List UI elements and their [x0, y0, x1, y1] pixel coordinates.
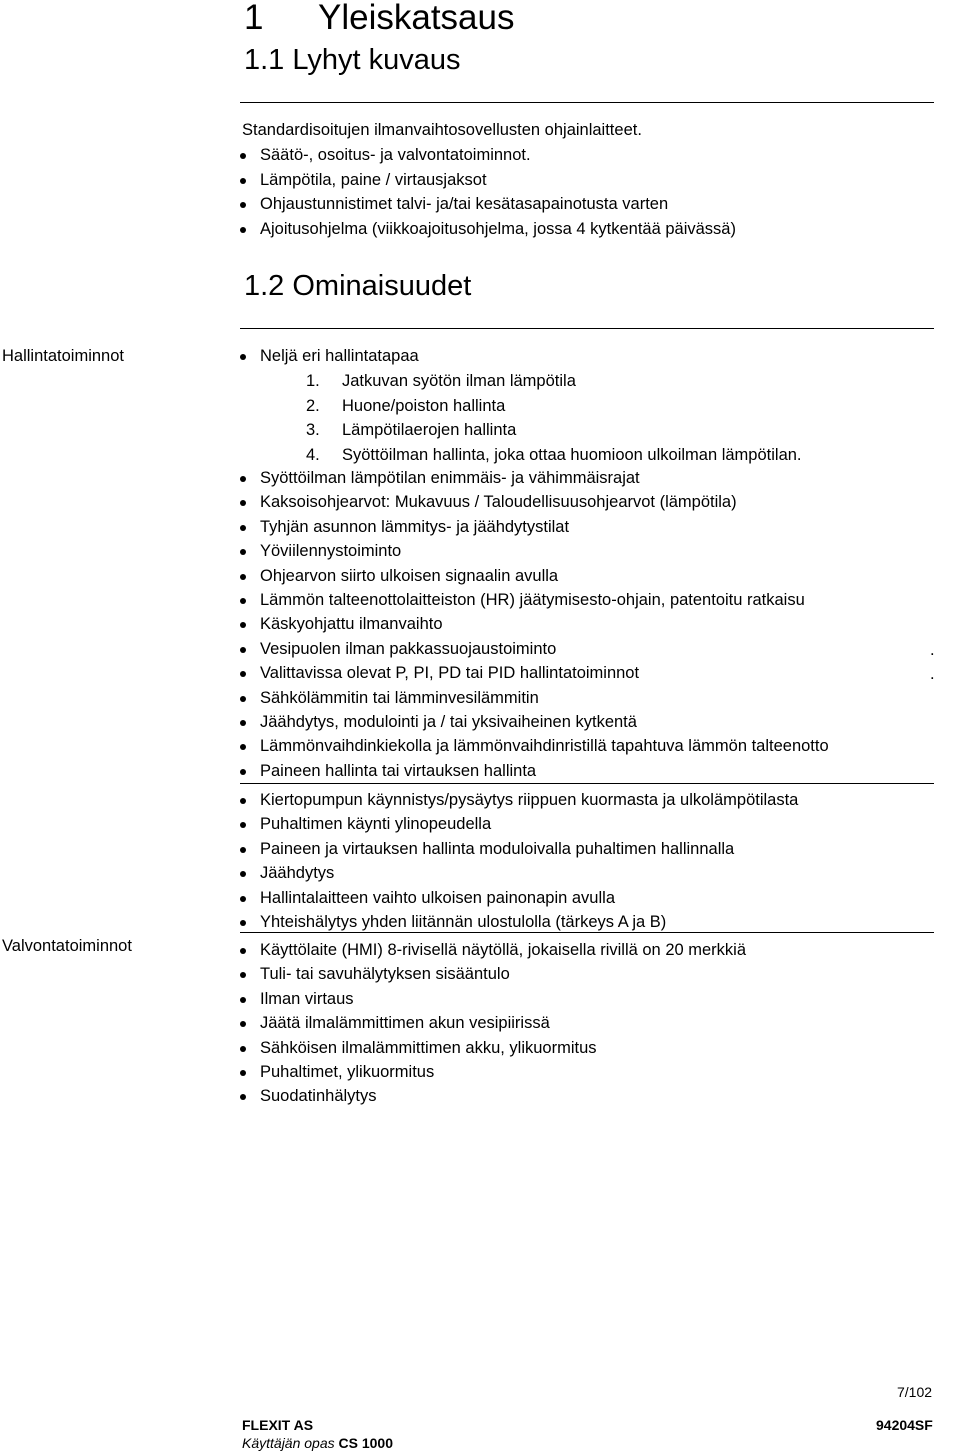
list-item-text: Ohjearvon siirto ulkoisen signaalin avulla [260, 566, 559, 585]
bullet-icon [240, 972, 246, 978]
bullet-icon [240, 1021, 246, 1027]
list-item-text: Käskyohjattu ilmanvaihto [260, 615, 443, 634]
bullet-icon [240, 671, 246, 677]
list-item-text: Valittavissa olevat P, PI, PD tai PID hallintatoiminnot [260, 664, 640, 683]
list-item-text: Puhaltimen käynti ylinopeudella [260, 815, 492, 834]
bullet-icon [240, 798, 246, 804]
list-item-text: Sähköisen ilmalämmittimen akku, ylikuormitus [260, 1038, 597, 1057]
bullet-icon [240, 1094, 246, 1100]
bullet-icon [240, 476, 246, 482]
list-item-text: Yöviilennystoiminto [260, 542, 402, 561]
numbered-item [306, 396, 505, 416]
item-number: 2. [306, 396, 320, 415]
item-text: Syöttöilman hallinta, joka ottaa huomioon ulkoilman lämpötilan. [342, 445, 802, 464]
list-item-text: Säätö-, osoitus- ja valvontatoiminnot. [260, 146, 531, 164]
control-functions-label: Hallintatoiminnot [2, 347, 124, 365]
bullet-icon [240, 896, 246, 902]
bullet-icon [240, 500, 246, 506]
item-text: Lämpötilaerojen hallinta [342, 421, 517, 439]
bullet-icon [240, 997, 246, 1003]
list-item-text: Hallintalaitteen vaihto ulkoisen painonapin avulla [260, 888, 615, 907]
numbered-item [306, 420, 516, 440]
document-code: 94204SF [876, 1417, 933, 1433]
list-item-text: Kaksoisohjearvot: Mukavuus / Taloudellisuusohjearvot (lämpötila) [260, 493, 737, 512]
item-number: 3. [306, 421, 320, 439]
bullet-icon [240, 549, 246, 555]
list-item-text: Tuli- tai savuhälytyksen sisääntulo [260, 965, 510, 984]
list-item-text: Ajoitusohjelma (viikkoajoitusohjelma, jossa 4 kytkentää päivässä) [260, 219, 736, 238]
bullet-icon [240, 744, 246, 750]
features-divider-top [240, 328, 934, 329]
company-name: FLEXIT AS [242, 1417, 314, 1433]
bullet-icon [240, 1070, 246, 1076]
section-divider [240, 102, 934, 103]
list-item-text: Puhaltimet, ylikuormitus [260, 1063, 435, 1081]
chapter-title: Yleiskatsaus [318, 0, 515, 37]
chapter-number: 1 [244, 0, 264, 37]
bullet-icon [240, 574, 246, 580]
bullet-icon [240, 847, 246, 853]
list-item-text: Suodatinhälytys [260, 1087, 377, 1106]
document-model: CS 1000 [338, 1435, 393, 1451]
list-item-text: Yhteishälytys yhden liitännän ulostulolla (tärkeys A ja B) [260, 913, 667, 931]
bullet-icon [240, 153, 246, 159]
list-item-text: Syöttöilman lämpötilan enimmäis- ja vähimmäisrajat [260, 469, 640, 487]
list-item-text: Käyttölaite (HMI) 8-rivisellä näytöllä, jokaisella rivillä on 20 merkkiä [260, 941, 747, 959]
list-item-text: Tyhjän asunnon lämmitys- ja jäähdytystilat [260, 517, 570, 536]
bullet-icon [240, 202, 246, 208]
bullet-icon [240, 622, 246, 628]
bullet-icon [240, 178, 246, 184]
features-divider-mid [240, 783, 934, 784]
bullet-icon [240, 525, 246, 531]
bullet-icon [240, 1046, 246, 1052]
document-title: Käyttäjän opas [242, 1435, 335, 1451]
item-text: Huone/poiston hallinta [342, 396, 506, 415]
numbered-item [306, 371, 576, 391]
list-item-text: Lämpötila, paine / virtausjaksot [260, 170, 487, 189]
list-item-text: Jäätä ilmalämmittimen akun vesipiirissä [260, 1014, 550, 1033]
list-item-text: Neljä eri hallintatapaa [260, 347, 419, 365]
item-number: 4. [306, 445, 320, 464]
list-item-text: Kiertopumpun käynnistys/pysäytys riippuen kuormasta ja ulkolämpötilasta [260, 791, 799, 809]
section-title-overview: 1.1 Lyhyt kuvaus [244, 44, 461, 76]
list-item-text: Vesipuolen ilman pakkassuojaustoiminto [260, 639, 557, 658]
page-number: 7/102 [897, 1384, 933, 1400]
item-text: Jatkuvan syötön ilman lämpötila [342, 372, 576, 390]
list-item-text: Jäähdytys [260, 864, 335, 883]
list-item-text: Ohjaustunnistimet talvi- ja/tai kesätasapainotusta varten [260, 195, 669, 213]
overview-intro: Standardisoitujen ilmanvaihtosovellusten ohjainlaitteet. [242, 121, 642, 139]
numbered-item [306, 445, 802, 465]
list-item-text: Jäähdytys, modulointi ja / tai yksivaiheinen kytkentä [260, 713, 637, 731]
features-divider-bottom [240, 932, 934, 933]
monitoring-functions-label: Valvontatoiminnot [2, 937, 132, 955]
margin-mark: . [930, 641, 935, 659]
bullet-icon [240, 354, 246, 360]
bullet-icon [240, 871, 246, 877]
bullet-icon [240, 227, 246, 233]
bullet-icon [240, 647, 246, 653]
bullet-icon [240, 920, 246, 926]
list-item-text: Paineen ja virtauksen hallinta moduloivalla puhaltimen hallinnalla [260, 839, 735, 858]
list-item-text: Paineen hallinta tai virtauksen hallinta [260, 761, 537, 780]
list-item-text: Lämmönvaihdinkiekolla ja lämmönvaihdinristillä tapahtuva lämmön talteenotto [260, 737, 829, 756]
list-item-text: Lämmön talteenottolaitteiston (HR) jäätymisesto-ohjain, patentoitu ratkaisu [260, 591, 805, 609]
list-item-text: Ilman virtaus [260, 989, 354, 1008]
margin-mark: . [930, 665, 935, 683]
section-title-features: 1.2 Ominaisuudet [244, 270, 472, 302]
bullet-icon [240, 822, 246, 828]
document-reference [242, 1435, 393, 1451]
bullet-icon [240, 696, 246, 702]
bullet-icon [240, 948, 246, 954]
list-item-text: Sähkölämmitin tai lämminvesilämmitin [260, 688, 539, 707]
item-number: 1. [306, 372, 320, 390]
bullet-icon [240, 598, 246, 604]
bullet-icon [240, 769, 246, 775]
bullet-icon [240, 720, 246, 726]
